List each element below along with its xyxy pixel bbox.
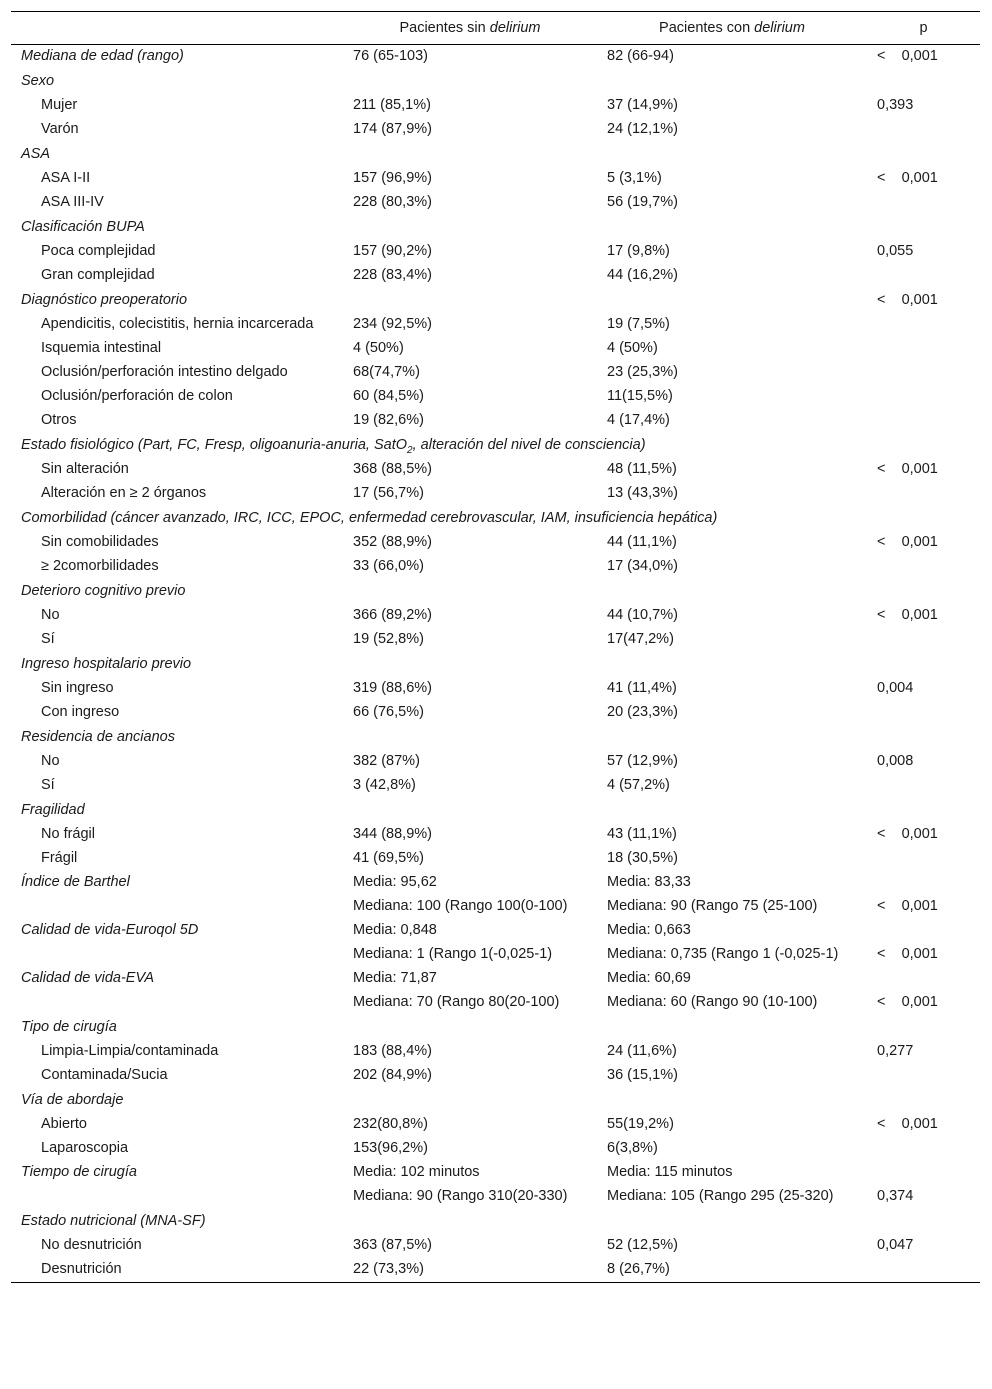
cell-sin-delirium: 228 (80,3%) (353, 194, 432, 210)
row-label (11, 337, 343, 361)
row-label (11, 604, 343, 628)
cell-con-delirium: 43 (11,1%) (607, 826, 677, 842)
row-label-text: Desnutrición (41, 1261, 122, 1277)
table-row (11, 1234, 980, 1258)
row-label: Calidad de vida-Euroqol 5D (21, 922, 199, 938)
cell-sin-delirium: 234 (92,5%) (353, 316, 432, 332)
cell-con-delirium: 44 (10,7%) (607, 607, 678, 623)
cell-con-delirium: Mediana: 0,735 (Rango 1 (-0,025-1) (607, 946, 839, 962)
cell-p-value: < 0,001 (877, 534, 938, 550)
cell-p-value (867, 337, 980, 361)
cell-sin-delirium (343, 652, 597, 677)
row-label-text: ASA I-II (41, 170, 91, 186)
row-label: Tiempo de cirugía (21, 1164, 137, 1180)
table-row (11, 118, 980, 142)
row-label-text: Contaminada/Sucia (41, 1067, 168, 1083)
cell-sin-delirium: 202 (84,9%) (353, 1067, 432, 1083)
header-p-value: p (919, 20, 928, 36)
table-row (11, 725, 980, 750)
table-row (11, 774, 980, 798)
cell-p-value (867, 701, 980, 725)
row-label (11, 1040, 343, 1064)
cell-p-value: 0,055 (877, 243, 914, 259)
cell-sin-delirium: 76 (65-103) (353, 48, 428, 64)
table-row (11, 579, 980, 604)
section-heading: Tipo de cirugía (21, 1019, 117, 1035)
cell-p-value: 0,004 (877, 680, 914, 696)
table-row (11, 1161, 980, 1185)
cell-p-value: 0,393 (877, 97, 914, 113)
row-label (11, 628, 343, 652)
cell-sin-delirium: 319 (88,6%) (353, 680, 432, 696)
cell-sin-delirium: 19 (82,6%) (353, 412, 424, 428)
table-row (11, 1088, 980, 1113)
table-row (11, 847, 980, 871)
row-label-text: No frágil (41, 826, 95, 842)
table-row (11, 628, 980, 652)
row-label-text: Limpia-Limpia/contaminada (41, 1043, 219, 1059)
cell-sin-delirium: Media: 71,87 (353, 970, 437, 986)
table-row (11, 142, 980, 167)
cell-con-delirium: 6(3,8%) (607, 1140, 658, 1156)
section-heading: Estado nutricional (MNA-SF) (21, 1213, 206, 1229)
row-label (11, 943, 343, 967)
section-heading: ASA (21, 146, 51, 162)
cell-sin-delirium: 382 (87%) (353, 753, 420, 769)
row-label (11, 94, 343, 118)
section-heading: Ingreso hospitalario previo (21, 656, 192, 672)
cell-con-delirium (597, 798, 867, 823)
cell-sin-delirium (343, 142, 597, 167)
cell-con-delirium: Mediana: 60 (Rango 90 (10-100) (607, 994, 818, 1010)
table-row (11, 482, 980, 506)
cell-sin-delirium: 3 (42,8%) (353, 777, 416, 793)
section-heading: Vía de abordaje (21, 1092, 124, 1108)
cell-sin-delirium (343, 798, 597, 823)
cell-con-delirium: 20 (23,3%) (607, 704, 678, 720)
table-row (11, 823, 980, 847)
cell-sin-delirium: 60 (84,5%) (353, 388, 424, 404)
cell-p-value (867, 798, 980, 823)
cell-con-delirium: Media: 60,69 (607, 970, 691, 986)
cell-con-delirium: 4 (17,4%) (607, 412, 670, 428)
cell-p-value (867, 774, 980, 798)
cell-con-delirium: 17 (34,0%) (607, 558, 678, 574)
cell-sin-delirium: 68(74,7%) (353, 364, 420, 380)
table-row (11, 1209, 980, 1234)
table-row (11, 604, 980, 628)
cell-con-delirium: Media: 115 minutos (607, 1164, 733, 1180)
cell-p-value (867, 725, 980, 750)
row-label-text: Otros (41, 412, 77, 428)
cell-p-value (867, 555, 980, 579)
cell-con-delirium: Media: 0,663 (607, 922, 691, 938)
cell-p-value (867, 1137, 980, 1161)
cell-sin-delirium: 153(96,2%) (353, 1140, 428, 1156)
row-label (11, 1185, 343, 1209)
header-con-delirium: Pacientes con delirium (659, 20, 805, 36)
cell-sin-delirium (343, 1015, 597, 1040)
cell-con-delirium (597, 725, 867, 750)
cell-p-value (867, 1088, 980, 1113)
subscript: 2 (407, 444, 413, 456)
cell-sin-delirium: Media: 0,848 (353, 922, 437, 938)
section-heading-text: Comorbilidad (cáncer avanzado, IRC, ICC, EPOC, enfermedad cerebrovascular, IAM, insuficiencia hepática) (21, 510, 718, 526)
table-row (11, 1113, 980, 1137)
table-row (11, 167, 980, 191)
cell-con-delirium: Mediana: 90 (Rango 75 (25-100) (607, 898, 818, 914)
cell-con-delirium: 19 (7,5%) (607, 316, 670, 332)
cell-sin-delirium (343, 579, 597, 604)
table-row (11, 385, 980, 409)
cell-p-value: 0,008 (877, 753, 914, 769)
cell-p-value (867, 69, 980, 94)
row-label-text: Alteración en ≥ 2 órganos (41, 485, 207, 501)
cell-p-value (867, 215, 980, 240)
row-label (11, 847, 343, 871)
cell-con-delirium: 11(15,5%) (607, 388, 673, 404)
row-label-text: No (41, 607, 60, 623)
cell-con-delirium (597, 288, 867, 313)
row-label (11, 1137, 343, 1161)
cell-sin-delirium: 232(80,8%) (353, 1116, 428, 1132)
table-row (11, 45, 980, 70)
cell-con-delirium: Mediana: 105 (Rango 295 (25-320) (607, 1188, 834, 1204)
row-label-text: No (41, 753, 60, 769)
cell-p-value: < 0,001 (877, 898, 938, 914)
row-label (11, 774, 343, 798)
cell-p-value (867, 1258, 980, 1283)
cell-p-value (867, 1161, 980, 1185)
section-heading: Residencia de ancianos (21, 729, 175, 745)
table-row (11, 506, 980, 531)
table-container (11, 11, 980, 1283)
table-row (11, 677, 980, 701)
row-label (11, 385, 343, 409)
cell-p-value: < 0,001 (877, 461, 938, 477)
row-label (11, 895, 343, 919)
cell-con-delirium: 41 (11,4%) (607, 680, 677, 696)
table-row (11, 191, 980, 215)
cell-sin-delirium: Media: 95,62 (353, 874, 437, 890)
row-label-text: Poca complejidad (41, 243, 156, 259)
row-label (11, 118, 343, 142)
cell-con-delirium: 13 (43,3%) (607, 485, 678, 501)
cell-con-delirium: 4 (57,2%) (607, 777, 670, 793)
row-label-text: Oclusión/perforación intestino delgado (41, 364, 288, 380)
row-label (11, 555, 343, 579)
table-row (11, 991, 980, 1015)
table-row (11, 1040, 980, 1064)
section-heading-text-cont: , alteración del nivel de consciencia) (412, 437, 646, 453)
cell-sin-delirium (343, 725, 597, 750)
cell-p-value: < 0,001 (877, 170, 938, 186)
row-label-text: ≥ 2comorbilidades (41, 558, 159, 574)
table-row (11, 798, 980, 823)
table-row (11, 943, 980, 967)
cell-sin-delirium: Mediana: 1 (Rango 1(-0,025-1) (353, 946, 553, 962)
cell-con-delirium (597, 652, 867, 677)
table-row (11, 215, 980, 240)
cell-p-value (867, 1015, 980, 1040)
row-label (11, 750, 343, 774)
cell-con-delirium: 4 (50%) (607, 340, 658, 356)
cell-sin-delirium: 157 (90,2%) (353, 243, 432, 259)
cell-sin-delirium: 183 (88,4%) (353, 1043, 432, 1059)
section-heading-text: Estado fisiológico (Part, FC, Fresp, oligoanuria-anuria, SatO (21, 437, 408, 453)
cell-p-value: < 0,001 (877, 994, 938, 1010)
cell-con-delirium: 44 (11,1%) (607, 534, 677, 550)
cell-sin-delirium: 228 (83,4%) (353, 267, 432, 283)
row-label (11, 482, 343, 506)
cell-p-value (867, 628, 980, 652)
cell-p-value (867, 919, 980, 943)
cell-p-value (867, 313, 980, 337)
row-label (11, 458, 343, 482)
cell-sin-delirium: 19 (52,8%) (353, 631, 424, 647)
cell-con-delirium: 8 (26,7%) (607, 1261, 670, 1277)
row-label-text: Sí (41, 631, 55, 647)
row-label (11, 991, 343, 1015)
row-label (11, 823, 343, 847)
cell-con-delirium: 23 (25,3%) (607, 364, 678, 380)
table-row (11, 69, 980, 94)
cell-p-value: < 0,001 (877, 292, 938, 308)
row-label (11, 264, 343, 288)
table-header (11, 12, 980, 45)
cell-p-value: < 0,001 (877, 826, 938, 842)
cell-p-value: 0,277 (877, 1043, 914, 1059)
row-label (11, 191, 343, 215)
cell-sin-delirium: 211 (85,1%) (353, 97, 431, 113)
row-label (11, 1234, 343, 1258)
table-body (11, 45, 980, 1283)
cell-sin-delirium (343, 288, 597, 313)
section-heading: Clasificación BUPA (21, 219, 145, 235)
cell-sin-delirium: Media: 102 minutos (353, 1164, 480, 1180)
table-row (11, 313, 980, 337)
row-label (11, 240, 343, 264)
cell-con-delirium (597, 1209, 867, 1234)
cell-p-value (867, 409, 980, 433)
row-label-text: Apendicitis, colecistitis, hernia incarcerada (41, 316, 314, 332)
row-label-text: Con ingreso (41, 704, 120, 720)
table-row (11, 1015, 980, 1040)
cell-sin-delirium (343, 1209, 597, 1234)
cell-p-value: < 0,001 (877, 946, 938, 962)
header-variable (11, 12, 343, 45)
row-label: Índice de Barthel (21, 874, 130, 890)
row-label-text: No desnutrición (41, 1237, 142, 1253)
row-label-text: ASA III-IV (41, 194, 104, 210)
cell-con-delirium: 24 (11,6%) (607, 1043, 677, 1059)
cell-p-value (867, 967, 980, 991)
section-heading: Fragilidad (21, 802, 85, 818)
cell-con-delirium (597, 215, 867, 240)
cell-con-delirium (597, 142, 867, 167)
row-label-text: Sin alteración (41, 461, 129, 477)
cell-con-delirium (597, 69, 867, 94)
cell-p-value (867, 264, 980, 288)
cell-p-value (867, 1209, 980, 1234)
cell-p-value (867, 361, 980, 385)
cell-con-delirium: 36 (15,1%) (607, 1067, 678, 1083)
row-label: Calidad de vida-EVA (21, 970, 154, 986)
cell-sin-delirium: 368 (88,5%) (353, 461, 432, 477)
row-label (11, 701, 343, 725)
table-row (11, 871, 980, 895)
row-label (11, 1258, 343, 1283)
table-row (11, 264, 980, 288)
row-label-text: Varón (41, 121, 79, 137)
section-heading (11, 506, 980, 531)
cell-sin-delirium: Mediana: 90 (Rango 310(20-330) (353, 1188, 568, 1204)
row-label-text: Isquemia intestinal (41, 340, 162, 356)
cell-con-delirium: 17(47,2%) (607, 631, 674, 647)
cell-con-delirium: 37 (14,9%) (607, 97, 678, 113)
table-row (11, 240, 980, 264)
cell-con-delirium: 82 (66-94) (607, 48, 674, 64)
row-label-text: Mujer (41, 97, 78, 113)
table-row (11, 361, 980, 385)
cell-p-value (867, 871, 980, 895)
cell-con-delirium: 18 (30,5%) (607, 850, 678, 866)
table-row (11, 1258, 980, 1283)
header-sin-delirium: Pacientes sin delirium (399, 20, 541, 36)
table-row (11, 288, 980, 313)
cell-sin-delirium: Mediana: 70 (Rango 80(20-100) (353, 994, 560, 1010)
cell-p-value (867, 579, 980, 604)
cell-sin-delirium (343, 69, 597, 94)
cell-con-delirium: 44 (16,2%) (607, 267, 678, 283)
row-label-text: Gran complejidad (41, 267, 155, 283)
cell-sin-delirium: 22 (73,3%) (353, 1261, 424, 1277)
table-row (11, 1064, 980, 1088)
cell-sin-delirium: 66 (76,5%) (353, 704, 424, 720)
table-row (11, 94, 980, 118)
cell-sin-delirium: 174 (87,9%) (353, 121, 432, 137)
row-label: Mediana de edad (rango) (21, 48, 184, 64)
table-row (11, 919, 980, 943)
section-heading: Deterioro cognitivo previo (21, 583, 186, 599)
row-label-text: Oclusión/perforación de colon (41, 388, 233, 404)
cell-p-value: < 0,001 (877, 1116, 938, 1132)
cell-sin-delirium: 17 (56,7%) (353, 485, 424, 501)
cell-con-delirium (597, 579, 867, 604)
cell-p-value (867, 847, 980, 871)
cell-sin-delirium: 4 (50%) (353, 340, 404, 356)
header-row (11, 12, 980, 45)
row-label (11, 1064, 343, 1088)
cell-con-delirium: Media: 83,33 (607, 874, 691, 890)
row-label (11, 1113, 343, 1137)
table-row (11, 531, 980, 555)
cell-p-value (867, 652, 980, 677)
cell-p-value: 0,374 (877, 1188, 914, 1204)
cell-sin-delirium: 33 (66,0%) (353, 558, 424, 574)
cell-p-value (867, 142, 980, 167)
cell-con-delirium: 56 (19,7%) (607, 194, 678, 210)
data-table (11, 11, 980, 1283)
section-heading: Sexo (21, 73, 55, 89)
cell-p-value: 0,047 (877, 1237, 914, 1253)
cell-sin-delirium: 363 (87,5%) (353, 1237, 432, 1253)
row-label-text: Laparoscopia (41, 1140, 129, 1156)
row-label-text: Frágil (41, 850, 78, 866)
table-row (11, 750, 980, 774)
cell-p-value: < 0,001 (877, 48, 938, 64)
table-row (11, 967, 980, 991)
cell-p-value (867, 482, 980, 506)
cell-sin-delirium: 41 (69,5%) (353, 850, 424, 866)
cell-sin-delirium (343, 215, 597, 240)
table-row (11, 433, 980, 458)
cell-con-delirium: 52 (12,5%) (607, 1237, 678, 1253)
cell-con-delirium: 48 (11,5%) (607, 461, 677, 477)
table-row (11, 555, 980, 579)
cell-sin-delirium: Mediana: 100 (Rango 100(0-100) (353, 898, 568, 914)
table-row (11, 652, 980, 677)
section-heading (11, 433, 980, 458)
row-label (11, 531, 343, 555)
row-label-text: Sin ingreso (41, 680, 114, 696)
table-row (11, 409, 980, 433)
row-label (11, 167, 343, 191)
cell-sin-delirium: 366 (89,2%) (353, 607, 432, 623)
cell-p-value (867, 385, 980, 409)
row-label (11, 677, 343, 701)
table-row (11, 1137, 980, 1161)
cell-con-delirium (597, 1088, 867, 1113)
table-row (11, 458, 980, 482)
cell-p-value (867, 191, 980, 215)
cell-con-delirium: 55(19,2%) (607, 1116, 674, 1132)
section-heading: Diagnóstico preoperatorio (21, 292, 188, 308)
row-label-text: Abierto (41, 1116, 87, 1132)
cell-con-delirium (597, 1015, 867, 1040)
cell-sin-delirium: 157 (96,9%) (353, 170, 432, 186)
cell-p-value (867, 1064, 980, 1088)
cell-con-delirium: 24 (12,1%) (607, 121, 678, 137)
cell-con-delirium: 17 (9,8%) (607, 243, 670, 259)
table-row (11, 1185, 980, 1209)
table-row (11, 895, 980, 919)
cell-con-delirium: 57 (12,9%) (607, 753, 678, 769)
row-label (11, 361, 343, 385)
row-label-text: Sí (41, 777, 55, 793)
cell-con-delirium: 5 (3,1%) (607, 170, 662, 186)
cell-sin-delirium (343, 1088, 597, 1113)
cell-p-value: < 0,001 (877, 607, 938, 623)
row-label-text: Sin comobilidades (41, 534, 159, 550)
cell-sin-delirium: 352 (88,9%) (353, 534, 432, 550)
table-row (11, 337, 980, 361)
cell-sin-delirium: 344 (88,9%) (353, 826, 432, 842)
row-label (11, 313, 343, 337)
cell-p-value (867, 118, 980, 142)
table-row (11, 701, 980, 725)
row-label (11, 409, 343, 433)
